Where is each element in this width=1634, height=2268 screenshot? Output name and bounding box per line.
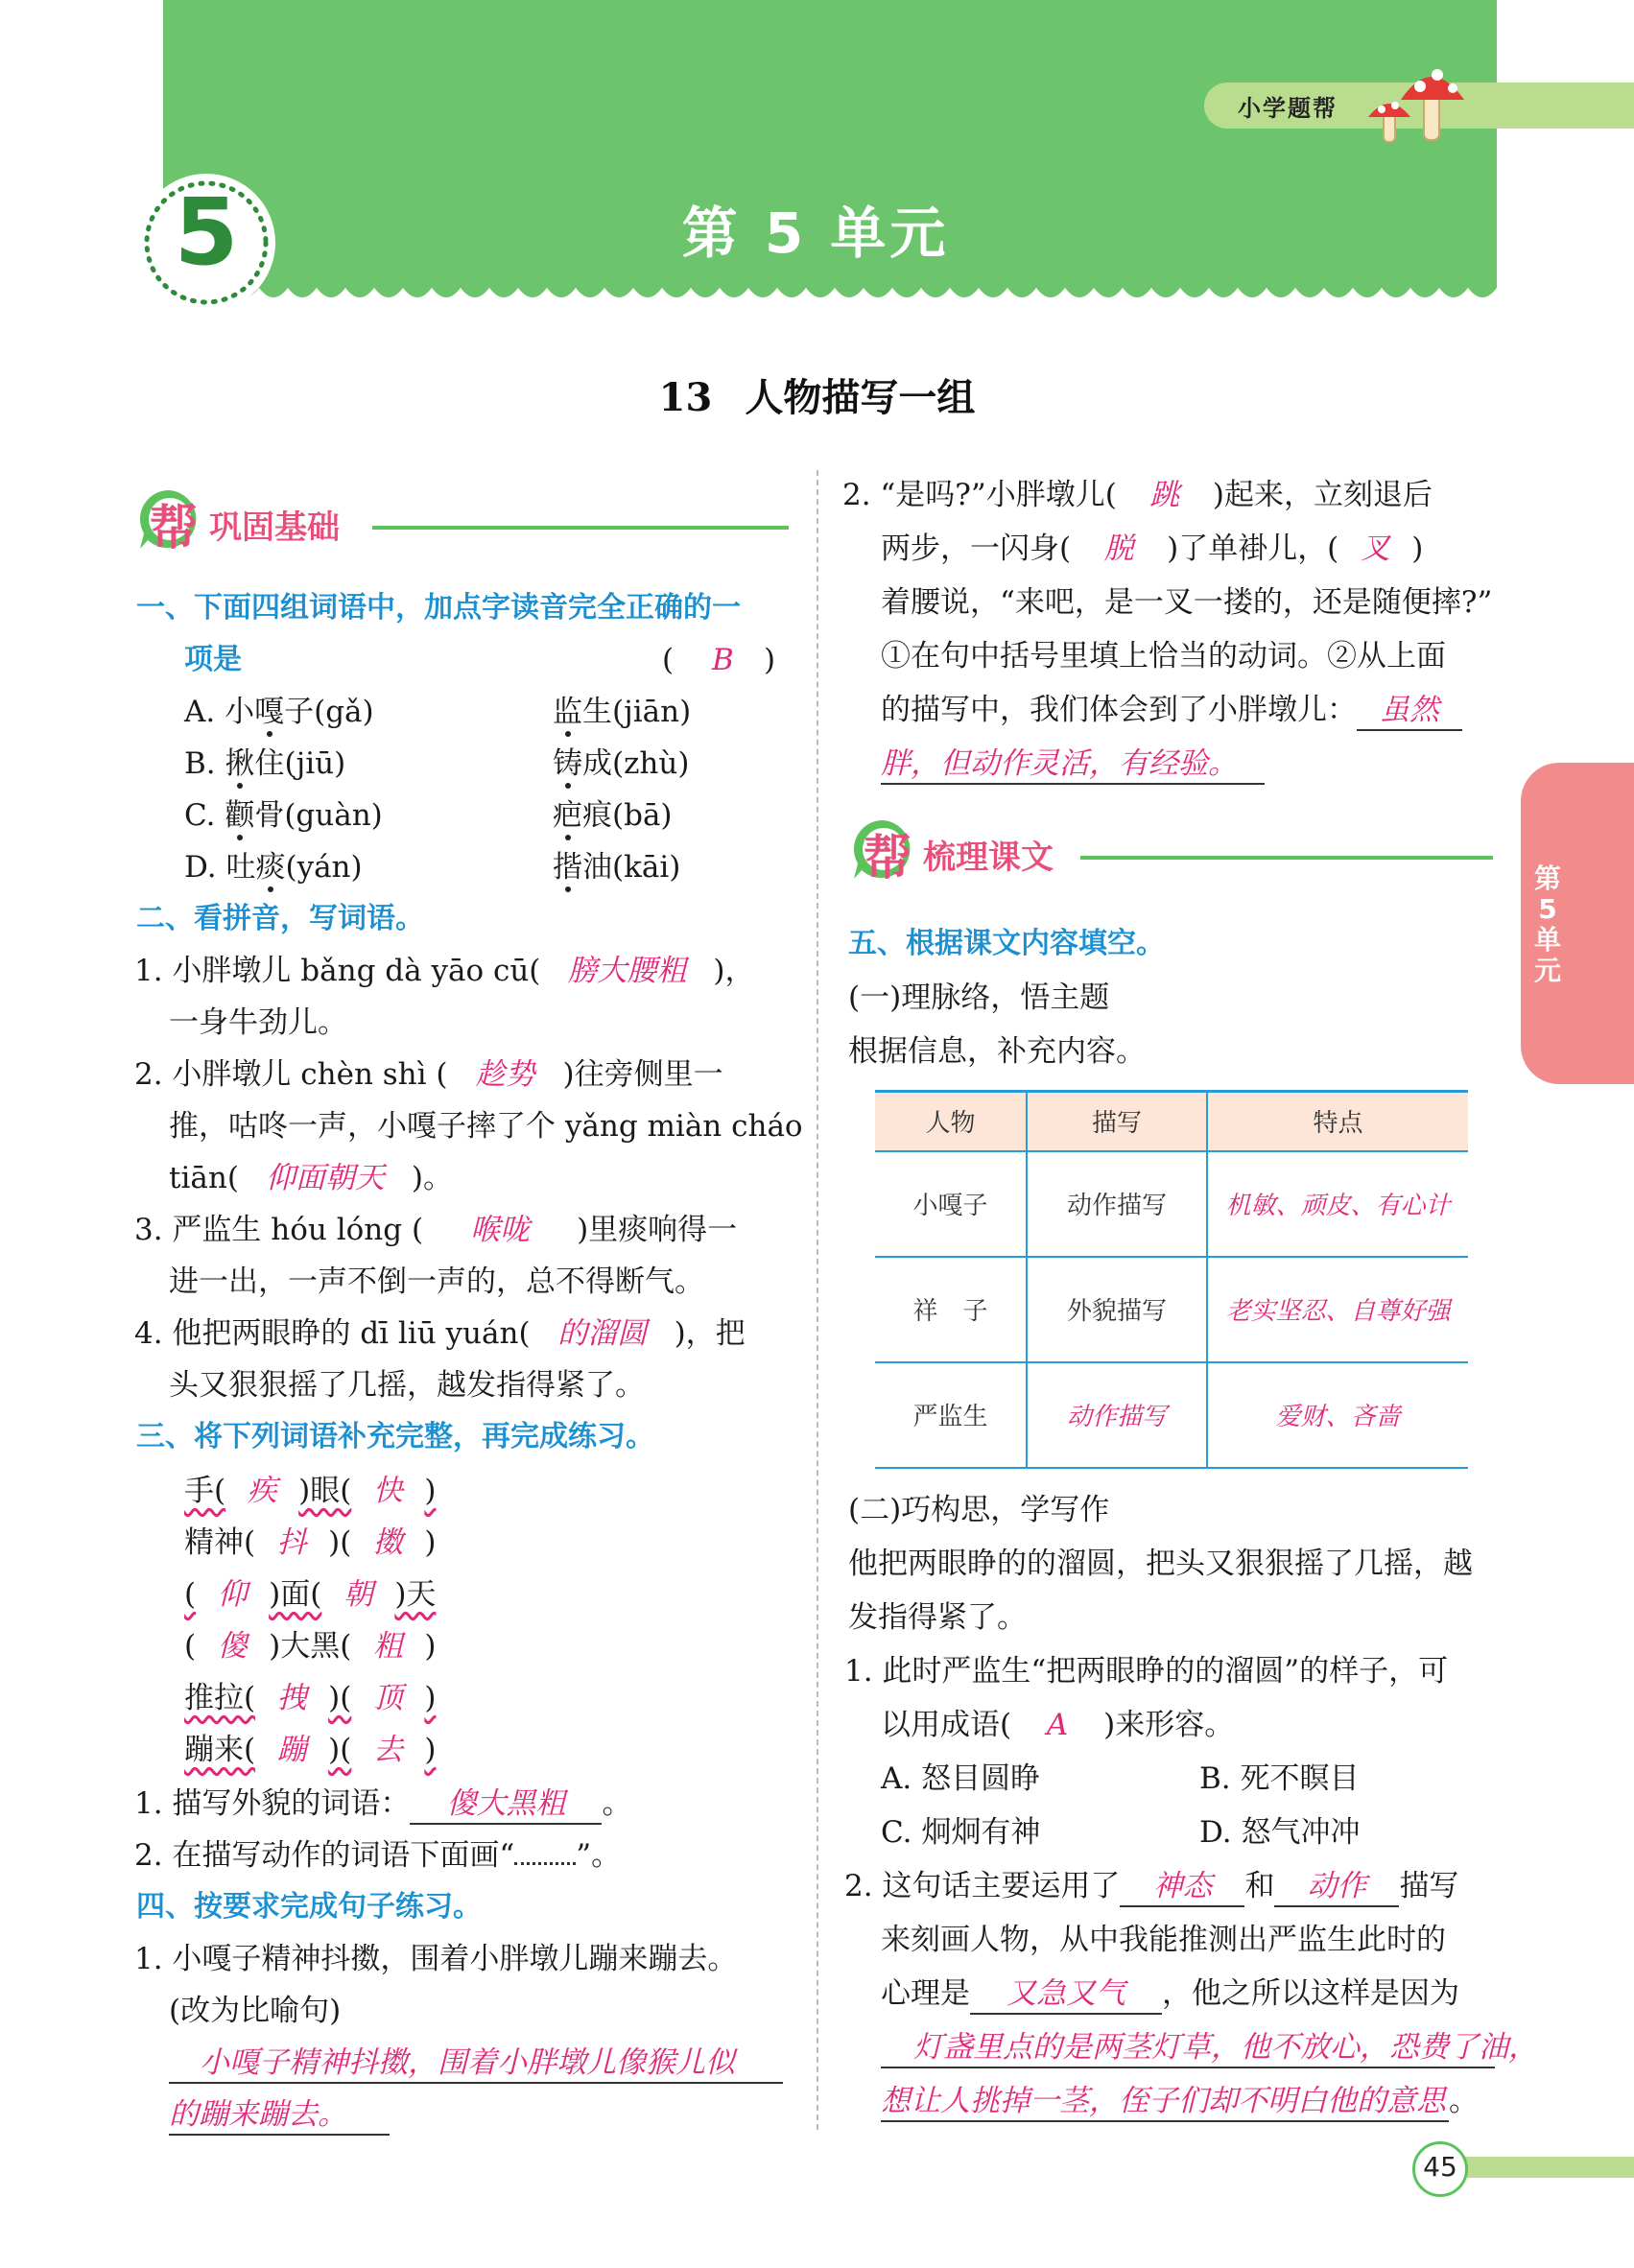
q5-s2-answer-line-2: 想让人挑掉一茎，侄子们却不明白他的意思。	[881, 2082, 1479, 2122]
q1-option-d-2: 揩油(kāi)	[553, 850, 681, 885]
q4-answer-line-1: 小嘎子精神抖擞，围着小胖墩儿像猴儿似	[169, 2044, 783, 2084]
q5-s1-line-1: 1. 此时严监生“把两眼睁的的溜圆”的样子，可	[844, 1654, 1449, 1689]
q3-word-1: 手( 疾 )眼( 快 )	[184, 1474, 437, 1508]
unit-title: 第 5 单元	[681, 201, 950, 266]
q5-s2-line-2: 来刻画人物，从中我能推测出严监生此时的	[881, 1923, 1446, 1957]
q1-paren-open: (	[662, 643, 675, 677]
q1-option-d-1: D. 吐痰(yán)	[184, 850, 363, 885]
lesson-name: 人物描写一组	[745, 375, 976, 420]
character-table	[875, 1090, 1468, 1469]
q5-part-1: (一)理脉络，悟主题	[848, 980, 1110, 1015]
r-q2-line-2: 两步，一闪身( 脱 )了单褂儿，( 叉 )	[881, 532, 1424, 566]
q1-option-a-2: 监生(jiān)	[553, 695, 692, 729]
table-row	[875, 1362, 1468, 1468]
q5-s2-line-1: 2. 这句话主要运用了 神态 和 动作 描写	[844, 1867, 1458, 1907]
table-row	[875, 1257, 1468, 1362]
section-header-review: 帮 梳理课文	[850, 817, 1493, 885]
section-title: 巩固基础	[209, 508, 340, 547]
q1-title-1: 一、下面四组词语中，加点字读音完全正确的一	[136, 591, 741, 625]
q3-sub-1: 1. 描写外貌的词语： 傻大黑粗 。	[134, 1784, 631, 1825]
q2-item-2: 2. 小胖墩儿 chèn shì ( 趁势 )往旁侧里一	[134, 1057, 723, 1092]
q3-word-2: 精神( 抖 )( 擞 )	[184, 1525, 437, 1560]
section-title: 梳理课文	[923, 839, 1054, 877]
table-cell: 爱财、吝啬	[1207, 1362, 1468, 1468]
table-cell: 老实坚忍、自尊好强	[1207, 1257, 1468, 1362]
table-cell: 动作描写	[1027, 1362, 1207, 1468]
q1-answer: B	[712, 643, 734, 677]
q4-item-1: 1. 小嘎子精神抖擞，围着小胖墩儿蹦来蹦去。	[134, 1942, 738, 1976]
q5-title: 五、根据课文内容填空。	[848, 927, 1165, 960]
q4-title: 四、按要求完成句子练习。	[136, 1890, 482, 1924]
unit-number: 5	[174, 178, 239, 286]
table-cell: 严监生	[875, 1362, 1027, 1468]
q5-passage-2: 发指得紧了。	[848, 1600, 1027, 1635]
q3-sub-2: 2. 在描写动作的词语下面画“ ”。	[134, 1838, 622, 1873]
q5-s1-option-d: D. 怒气冲冲	[1199, 1815, 1361, 1850]
q2-item-1: 1. 小胖墩儿 bǎng dà yāo cū( 膀大腰粗 )，	[134, 954, 755, 988]
q2-item-4: 4. 他把两眼睁的 dī liū yuán( 的溜圆 )，把	[134, 1316, 746, 1351]
q1-option-c-1: C. 颧骨(guàn)	[184, 798, 383, 833]
q5-s1-option-a: A. 怒目圆睁	[881, 1761, 1041, 1796]
r-q2-line-1: 2. “是吗?”小胖墩儿( 跳 )起来，立刻退后	[842, 478, 1433, 512]
lesson-number: 13	[658, 375, 713, 420]
q4-answer-line-2: 的蹦来蹦去。	[169, 2095, 390, 2136]
q3-title: 三、将下列词语补充完整，再完成练习。	[136, 1420, 654, 1453]
q3-word-3: ( 仰 )面( 朝 )天	[184, 1577, 437, 1612]
q1-option-b-1: B. 揪住(jiū)	[184, 746, 346, 781]
table-cell: 祥 子	[875, 1257, 1027, 1362]
q5-s1-line-2: 以用成语( A )来形容。	[881, 1708, 1235, 1742]
q2-item-2-cont: 推，咕咚一声，小嘎子摔了个 yǎng miàn cháo	[169, 1109, 803, 1144]
q4-item-1-requirement: (改为比喻句)	[169, 1994, 342, 2028]
q5-s1-option-c: C. 炯炯有神	[881, 1815, 1041, 1850]
side-tab-label: 第5单元	[1533, 862, 1561, 986]
q1-title-2: 项是	[184, 643, 242, 676]
page-number-bar	[1439, 2157, 1634, 2178]
table-header: 特点	[1207, 1092, 1468, 1151]
q1-option-a-1: A. 小嘎子(gǎ)	[184, 695, 374, 729]
r-q2-line-6: 胖，但动作灵活，有经验。	[881, 744, 1265, 785]
table-header-row	[875, 1092, 1468, 1151]
table-header: 人物	[875, 1092, 1027, 1151]
q5-part-1-desc: 根据信息，补充内容。	[848, 1034, 1146, 1069]
lesson-title	[0, 367, 1634, 422]
q5-s2-answer-line-1: 灯盏里点的是两茎灯草，他不放心，恐费了油，	[881, 2028, 1495, 2068]
q2-item-3: 3. 严监生 hóu lóng ( 喉咙 )里痰响得一	[134, 1213, 738, 1247]
section-header-consolidate: 帮 巩固基础	[136, 487, 789, 555]
q1-option-c-2: 疤痕(bā)	[553, 798, 673, 833]
table-cell: 外貌描写	[1027, 1257, 1207, 1362]
q3-word-5: 推拉( 拽 )( 顶 )	[184, 1681, 437, 1715]
page-number: 45	[1423, 2151, 1457, 2183]
q3-word-6: 蹦来( 蹦 )( 去 )	[184, 1733, 437, 1767]
q2-title: 二、看拼音，写词语。	[136, 902, 424, 935]
q5-s1-option-b: B. 死不瞑目	[1199, 1761, 1360, 1796]
q2-item-2-cont2: tiān( 仰面朝天 )。	[169, 1161, 454, 1195]
r-q2-line-3: 着腰说，“来吧，是一叉一搂的，还是随便摔?”	[881, 585, 1493, 620]
table-header: 描写	[1027, 1092, 1207, 1151]
table-cell: 小嘎子	[875, 1151, 1027, 1257]
r-q2-line-4: ①在句中括号里填上恰当的动词。②从上面	[881, 639, 1446, 673]
column-divider	[817, 470, 818, 2130]
r-q2-line-5: 的描写中，我们体会到了小胖墩儿： 虽然	[881, 691, 1462, 731]
q3-word-4: ( 傻 )大黑( 粗 )	[184, 1629, 437, 1664]
brand-label: 小学题帮	[1238, 95, 1338, 122]
q2-item-4-cont: 头又狠狠摇了几摇，越发指得紧了。	[169, 1368, 645, 1403]
q5-part-2: (二)巧构思，学写作	[848, 1493, 1110, 1527]
q5-passage-1: 他把两眼睁的的溜圆，把头又狠狠摇了几摇，越	[848, 1547, 1473, 1581]
table-row	[875, 1151, 1468, 1257]
q2-item-3-cont: 进一出，一声不倒一声的，总不得断气。	[169, 1264, 704, 1299]
table-cell: 机敏、顽皮、有心计	[1207, 1151, 1468, 1257]
q2-item-1-cont: 一身牛劲儿。	[169, 1005, 347, 1040]
q5-s2-line-3: 心理是 又急又气 ，他之所以这样是因为	[881, 1974, 1459, 2015]
q1-option-b-2: 铸成(zhù)	[553, 746, 690, 781]
q1-paren-close: )	[764, 643, 776, 677]
mushroom-icon	[1362, 54, 1468, 150]
table-cell: 动作描写	[1027, 1151, 1207, 1257]
